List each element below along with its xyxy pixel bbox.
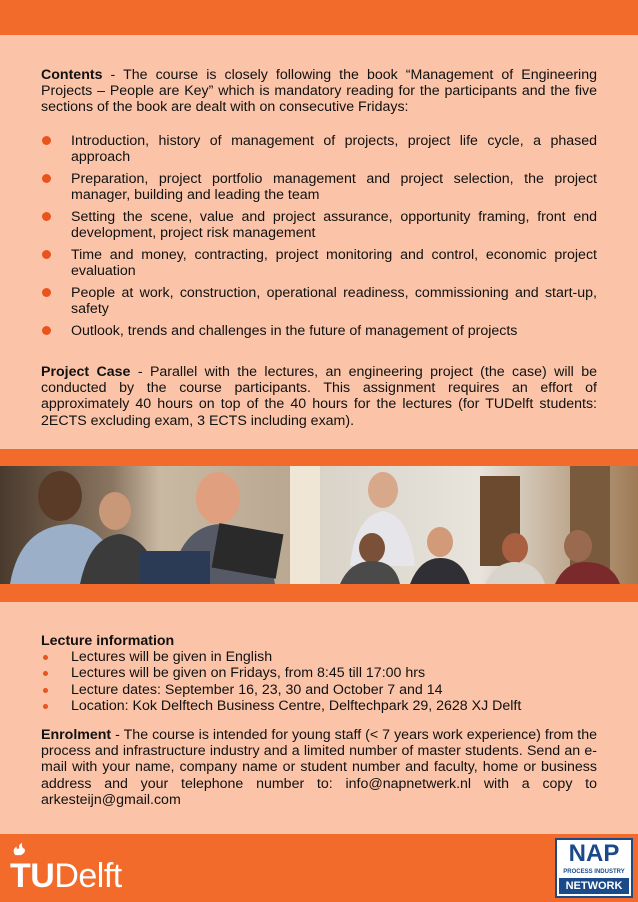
bullet-icon <box>43 671 48 676</box>
bullet-icon <box>42 326 51 335</box>
contents-label: Contents <box>41 67 103 83</box>
list-item <box>41 323 597 339</box>
classroom-photo <box>0 466 638 584</box>
list-item <box>41 247 597 279</box>
lecture-information-list <box>41 649 597 715</box>
tudelft-logo-delft: Delft <box>54 857 122 895</box>
bullet-icon <box>43 655 48 660</box>
list-item <box>41 682 597 698</box>
enrolment-label: Enrolment <box>41 727 112 743</box>
top-band <box>0 0 638 35</box>
list-item-text: Introduction, history of management of projects, project life cycle, a phased approach <box>71 133 597 166</box>
list-item-text: Lectures will be given in English <box>71 649 273 665</box>
list-item-text: People at work, construction, operational readiness, commissioning and start-up, safety <box>71 284 597 317</box>
list-item <box>41 209 597 241</box>
photo-illustration <box>0 466 638 584</box>
list-item-text: Location: Kok Delftech Business Centre, Delftechpark 29, 2628 XJ Delft <box>71 698 522 715</box>
tudelft-logo-tu: TU <box>10 857 55 895</box>
contents-text: - The course is closely following the book “Management of Engineering Projects – People are Key” which is mandatory reading for the participants and the five sections of the book are dealt with on consecutive Fridays: <box>41 67 597 116</box>
nap-logo-title: NAP <box>568 840 620 867</box>
bullet-icon <box>43 688 48 693</box>
list-item <box>41 698 597 714</box>
contents-paragraph <box>41 67 597 116</box>
project-case-text: - Parallel with the lectures, an engineering project (the case) will be conducted by the course participants. This assignment requires an effort of approximately 40 hours on top of the 40 hours for the lectures (for TUDelft students: 2ECTS excluding exam, 3 ECTS including exam). <box>41 364 597 429</box>
bullet-icon <box>42 136 51 145</box>
list-item <box>41 285 597 317</box>
list-item-text: Time and money, contracting, project monitoring and control, economic project evaluation <box>71 246 597 279</box>
tudelft-logo <box>10 858 122 894</box>
enrolment-text: - The course is intended for young staff (< 7 years work experience) from the process and infrastructure industry and a limited number of master students. Send an e-mail with your name, company name or student number and faculty, home or business address and your telephone number to: info@napnetwerk.nl with a copy to arkesteijn@gmail.com <box>41 727 597 808</box>
bullet-icon <box>43 704 48 709</box>
enrolment-paragraph <box>41 727 597 808</box>
sections-list <box>41 133 597 344</box>
divider-stripe <box>0 584 638 602</box>
bullet-icon <box>42 288 51 297</box>
list-item <box>41 133 597 165</box>
nap-logo <box>555 838 633 898</box>
list-item <box>41 665 597 681</box>
list-item-text: Outlook, trends and challenges in the future of management of projects <box>71 322 518 339</box>
list-item-text: Lectures will be given on Fridays, from 8:45 till 17:00 hrs <box>71 665 426 682</box>
lecture-information-title: Lecture information <box>41 633 175 649</box>
list-item-text: Preparation, project portfolio management and project selection, the project manager, building and leading the team <box>71 170 597 204</box>
nap-logo-network: NETWORK <box>559 878 629 894</box>
divider-stripe <box>0 449 638 466</box>
bullet-icon <box>42 212 51 221</box>
bullet-icon <box>42 250 51 259</box>
list-item <box>41 171 597 203</box>
bullet-icon <box>42 174 51 183</box>
nap-logo-subtitle: PROCESS INDUSTRY <box>563 869 625 875</box>
lecture-information <box>41 633 597 715</box>
list-item <box>41 649 597 665</box>
list-item-text: Lecture dates: September 16, 23, 30 and October 7 and 14 <box>71 681 443 698</box>
list-item-text: Setting the scene, value and project assurance, opportunity framing, front end development, project risk management <box>71 208 597 242</box>
project-case-label: Project Case <box>41 364 131 380</box>
project-case-paragraph <box>41 364 597 429</box>
